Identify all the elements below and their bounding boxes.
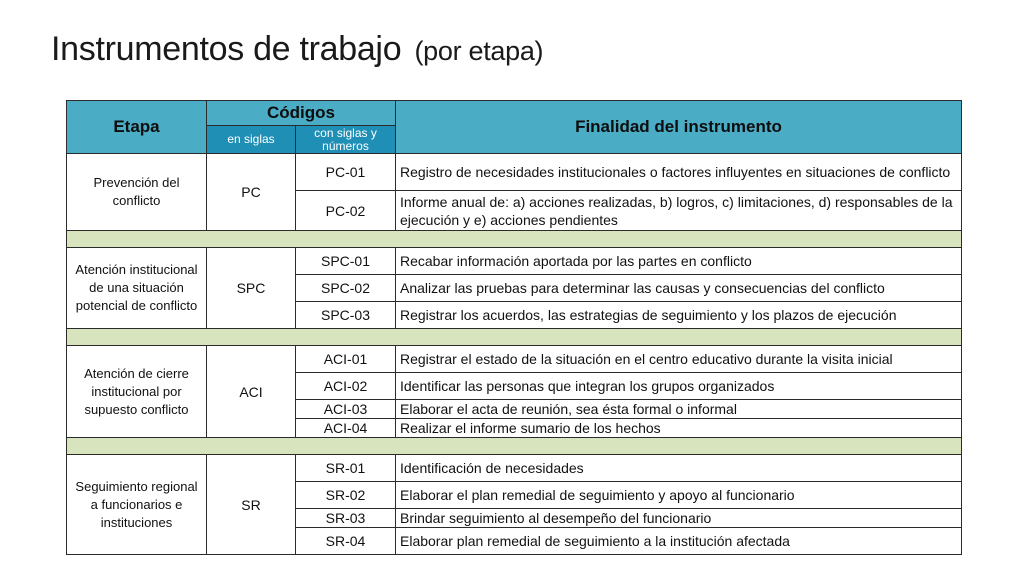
stage-cell: Atención institucional de una situación potencial de conflicto [67,248,207,329]
header-etapa: Etapa [67,101,207,154]
code-cell: PC-01 [296,154,396,191]
header-codigos: Códigos [207,101,396,126]
stage-cell: Seguimiento regional a funcionarios e instituciones [67,455,207,555]
stage-cell: Atención de cierre institucional por supuesto conflicto [67,346,207,438]
header-finalidad: Finalidad del instrumento [396,101,962,154]
code-cell: SR-02 [296,482,396,509]
group-separator [67,231,962,248]
desc-cell: Informe anual de: a) acciones realizadas, b) logros, c) limitaciones, d) responsables de la ejecución y e) acciones pendientes [396,191,962,231]
sigla-cell: PC [207,154,296,231]
sigla-cell: ACI [207,346,296,438]
desc-cell: Recabar información aportada por las partes en conflicto [396,248,962,275]
desc-cell: Realizar el informe sumario de los hechos [396,419,962,438]
code-cell: SR-04 [296,528,396,555]
desc-cell: Elaborar el plan remedial de seguimiento y apoyo al funcionario [396,482,962,509]
desc-cell: Identificar las personas que integran los grupos organizados [396,373,962,400]
code-cell: ACI-01 [296,346,396,373]
desc-cell: Identificación de necesidades [396,455,962,482]
sigla-cell: SR [207,455,296,555]
group-separator [67,329,962,346]
code-cell: SPC-01 [296,248,396,275]
header-con-siglas: con siglas y números [296,126,396,154]
code-cell: ACI-02 [296,373,396,400]
page-title-main: Instrumentos de trabajo [51,30,402,68]
stage-cell: Prevención del conflicto [67,154,207,231]
code-cell: SPC-02 [296,275,396,302]
page-title-sub: (por etapa) [414,36,544,66]
group-separator [67,438,962,455]
code-cell: SR-01 [296,455,396,482]
table-row [67,248,962,275]
page-title [51,30,543,69]
desc-cell: Registrar los acuerdos, las estrategias de seguimiento y los plazos de ejecución [396,302,962,329]
code-cell: ACI-03 [296,400,396,419]
code-cell: SPC-03 [296,302,396,329]
table-row [67,455,962,482]
code-cell: ACI-04 [296,419,396,438]
desc-cell: Elaborar el acta de reunión, sea ésta formal o informal [396,400,962,419]
table-row [67,154,962,191]
desc-cell: Analizar las pruebas para determinar las causas y consecuencias del conflicto [396,275,962,302]
desc-cell: Brindar seguimiento al desempeño del funcionario [396,509,962,528]
header-en-siglas: en siglas [207,126,296,154]
desc-cell: Registro de necesidades institucionales o factores influyentes en situaciones de conflicto [396,154,962,191]
instruments-table [66,100,962,555]
sigla-cell: SPC [207,248,296,329]
code-cell: SR-03 [296,509,396,528]
table-row [67,346,962,373]
code-cell: PC-02 [296,191,396,231]
desc-cell: Registrar el estado de la situación en el centro educativo durante la visita inicial [396,346,962,373]
desc-cell: Elaborar plan remedial de seguimiento a la institución afectada [396,528,962,555]
